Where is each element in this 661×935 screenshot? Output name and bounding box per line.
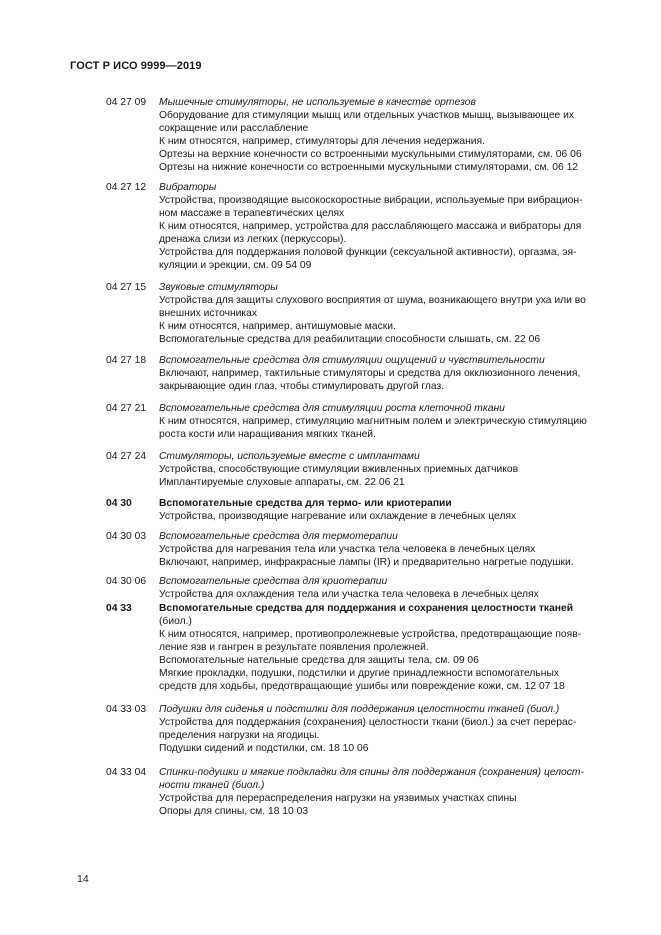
entry-line: Ортезы на верхние конечности со встроенными мускульными стимуляторами, см. 06 06 — [159, 149, 582, 160]
entry-title: Стимуляторы, используемые вместе с имплантами — [159, 451, 420, 462]
entry-code: 04 30 — [106, 498, 132, 509]
entry-code: 04 27 09 — [106, 97, 147, 108]
entry-line: К ним относятся, например, противопролежневые устройства, предотвращающие появ- — [159, 629, 582, 640]
page-number: 14 — [77, 873, 89, 885]
entry-line: Включают, например, тактильные стимуляторы и средства для окклюзионного лечения, — [159, 368, 581, 379]
entry-title: Звуковые стимуляторы — [159, 282, 278, 293]
entry-line: Вспомогательные средства для реабилитации способности слышать, см. 22 06 — [159, 334, 541, 345]
entry-line: Устройства, производящие нагревание или охлаждение в лечебных целях — [159, 511, 517, 522]
entry-line: Устройства для поддержания (сохранения) целостности ткани (биол.) за счет перерас- — [159, 717, 577, 728]
entry-line: Опоры для спины, см. 18 10 03 — [159, 806, 309, 817]
entry-line: Мягкие прокладки, подушки, подстилки и другие принадлежности вспомогательных — [159, 668, 560, 679]
entry-code: 04 27 21 — [106, 403, 147, 414]
entry-line: К ним относятся, например, устройства для расслабляющего массажа и вибраторы для — [159, 221, 582, 232]
entry-code: 04 27 15 — [106, 282, 147, 293]
entry-line: Устройства, способствующие стимуляции вживленных приемных датчиков — [159, 464, 519, 475]
entry-code: 04 27 18 — [106, 355, 147, 366]
entry-line: закрывающие один глаз, чтобы стимулировать другой глаз. — [159, 381, 445, 392]
entry-line: (биол.) — [159, 616, 192, 627]
entry-title: Вспомогательные средства для стимуляции ощущений и чувствительности — [159, 355, 545, 366]
entry-line: дренажа слизи из легких (перкуссоры). — [159, 234, 347, 245]
entry-line: Подушки сидений и подстилки, см. 18 10 06 — [159, 743, 369, 754]
entry-line: Включают, например, инфракрасные лампы (IR) и предварительно нагретые подушки. — [159, 557, 574, 568]
entry-title: Спинки-подушки и мягкие подкладки для спины для поддержания (сохранения) целост- — [159, 767, 584, 778]
entry-title: Мышечные стимуляторы, не используемые в качестве ортезов — [159, 97, 476, 108]
entry-code: 04 30 06 — [106, 576, 147, 587]
entry-title: Вспомогательные средства для криотерапии — [159, 576, 388, 587]
entry-line: сокращение или расслабление — [159, 123, 309, 134]
entry-line: К ним относятся, например, антишумовые маски. — [159, 321, 396, 332]
entry-line: Ортезы на нижние конечности со встроенными мускульными стимуляторами, см. 06 12 — [159, 162, 579, 173]
entry-line: Устройства для охлаждения тела или участка тела человека в лечебных целях — [159, 589, 539, 600]
entry-code: 04 33 04 — [106, 767, 147, 778]
entry-line: Устройства для поддержания половой функции (сексуальной активности), оргазма, эя- — [159, 247, 577, 258]
entry-code: 04 33 03 — [106, 704, 147, 715]
entry-code: 04 33 — [106, 603, 132, 614]
entry-line: внешних источниках — [159, 308, 258, 319]
entry-line: куляции и эрекции, см. 09 54 09 — [159, 260, 312, 271]
entry-code: 04 30 03 — [106, 531, 147, 542]
entry-line: Оборудование для стимуляции мышц или отдельных участков мышц, вызывающее их — [159, 110, 575, 121]
entry-line: Устройства для перераспределения нагрузки на уязвимых участках спины — [159, 793, 517, 804]
entry-line: пределения нагрузки на ягодицы. — [159, 730, 320, 741]
entry-title: Вибраторы — [159, 182, 217, 193]
entry-line: Устройства, производящие высокоскоростные вибрации, используемые при вибрацион- — [159, 195, 583, 206]
document-header: ГОСТ Р ИСО 9999—2019 — [70, 60, 202, 72]
entry-line: К ним относятся, например, стимуляторы для лечения недержания. — [159, 136, 485, 147]
entry-line: Устройства для защиты слухового восприятия от шума, возникающего внутри уха или во — [159, 295, 586, 306]
entry-title: Вспомогательные средства для термотерапии — [159, 531, 398, 542]
entry-title-continuation: ности тканей (биол.) — [159, 780, 265, 791]
entry-title: Вспомогательные средства для стимуляции роста клеточной ткани — [159, 403, 505, 414]
entry-title: Вспомогательные средства для термо- или криотерапии — [159, 498, 452, 509]
entry-title: Вспомогательные средства для поддержания и сохранения целостности тканей — [159, 603, 574, 614]
entry-line: средств для ходьбы, предотвращающие ушибы или повреждение кожи, см. 12 07 18 — [159, 681, 565, 692]
entry-title: Подушки для сиденья и подстилки для поддержания целостности тканей (биол.) — [159, 704, 560, 715]
entry-line: ление язв и гангрен в результате появления пролежней. — [159, 642, 429, 653]
entry-line: К ним относятся, например, стимуляцию магнитным полем и электрическую стимуляцию — [159, 416, 587, 427]
entry-line: роста кости или наращивания мягких тканей. — [159, 429, 376, 440]
entry-line: ном массаже в терапевтических целях — [159, 208, 345, 219]
entry-line: Устройства для нагревания тела или участка тела человека в лечебных целях — [159, 544, 536, 555]
entry-code: 04 27 24 — [106, 451, 147, 462]
entry-line: Вспомогательные нательные средства для защиты тела, см. 09 06 — [159, 655, 479, 666]
entry-code: 04 27 12 — [106, 182, 147, 193]
entry-line: Имплантируемые слуховые аппараты, см. 22 06 21 — [159, 477, 405, 488]
